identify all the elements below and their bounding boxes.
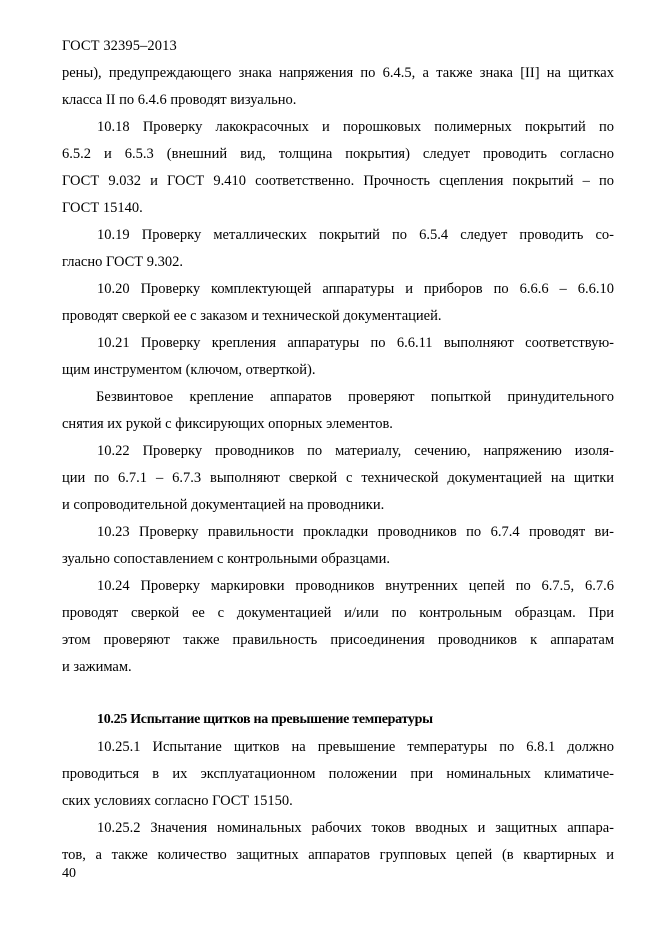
text-line: тов, а также количество защитных аппаратов групповых цепей (в квартирных и [62,847,614,863]
standard-header: ГОСТ 32395–2013 [62,38,177,54]
clause-10-23: 10.23 Проверку правильности прокладки проводников по 6.7.4 проводят ви- [97,524,614,540]
text-line: класса II по 6.4.6 проводят визуально. [62,92,297,108]
clause-10-22: 10.22 Проверку проводников по материалу, сечению, напряжению изоля- [97,443,614,459]
text-line: и зажимам. [62,659,132,675]
text-line: гласно ГОСТ 9.302. [62,254,184,270]
text-line: ции по 6.7.1 – 6.7.3 выполняют сверкой с технической документацией на щитки [62,470,614,486]
text-line: этом проверяют также правильность присоединения проводников к аппаратам [62,632,614,648]
text-line: и сопроводительной документацией на проводники. [62,497,385,513]
text-line: щим инструментом (ключом, отверткой). [62,362,316,378]
clause-10-25-2: 10.25.2 Значения номинальных рабочих токов вводных и защитных аппара- [97,820,614,836]
clause-10-18: 10.18 Проверку лакокрасочных и порошковых полимерных покрытий по [97,119,614,135]
clause-10-20: 10.20 Проверку комплектующей аппаратуры и приборов по 6.6.6 – 6.6.10 [97,281,614,297]
text-line: зуально сопоставлением с контрольными образцами. [62,551,390,567]
clause-10-24: 10.24 Проверку маркировки проводников внутренних цепей по 6.7.5, 6.7.6 [97,578,614,594]
text-line: проводят сверкой ее с заказом и технической документацией. [62,308,442,324]
text-line: проводят сверкой ее с документацией и/или по контрольным образцам. При [62,605,614,621]
text-line: 6.5.2 и 6.5.3 (внешний вид, толщина покрытия) следует проводить согласно [62,146,614,162]
clause-10-25-1: 10.25.1 Испытание щитков на превышение температуры по 6.8.1 должно [97,739,614,755]
text-line: Безвинтовое крепление аппаратов проверяют попыткой принудительного [96,389,614,405]
clause-10-21: 10.21 Проверку крепления аппаратуры по 6.6.11 выполняют соответствую- [97,335,614,351]
text-line: проводиться в их эксплуатационном положении при номинальных климатиче- [62,766,614,782]
text-line: ских условиях согласно ГОСТ 15150. [62,793,293,809]
text-line: ГОСТ 9.032 и ГОСТ 9.410 соответственно. Прочность сцепления покрытий – по [62,173,614,189]
text-line: снятия их рукой с фиксирующих опорных элементов. [62,416,393,432]
page-number: 40 [62,866,76,881]
text-line: рены), предупреждающего знака напряжения по 6.4.5, а также знака [II] на щитках [62,65,614,81]
text-line: ГОСТ 15140. [62,200,143,216]
clause-10-19: 10.19 Проверку металлических покрытий по 6.5.4 следует проводить со- [97,227,614,243]
section-heading-10-25: 10.25 Испытание щитков на превышение температуры [97,712,433,727]
